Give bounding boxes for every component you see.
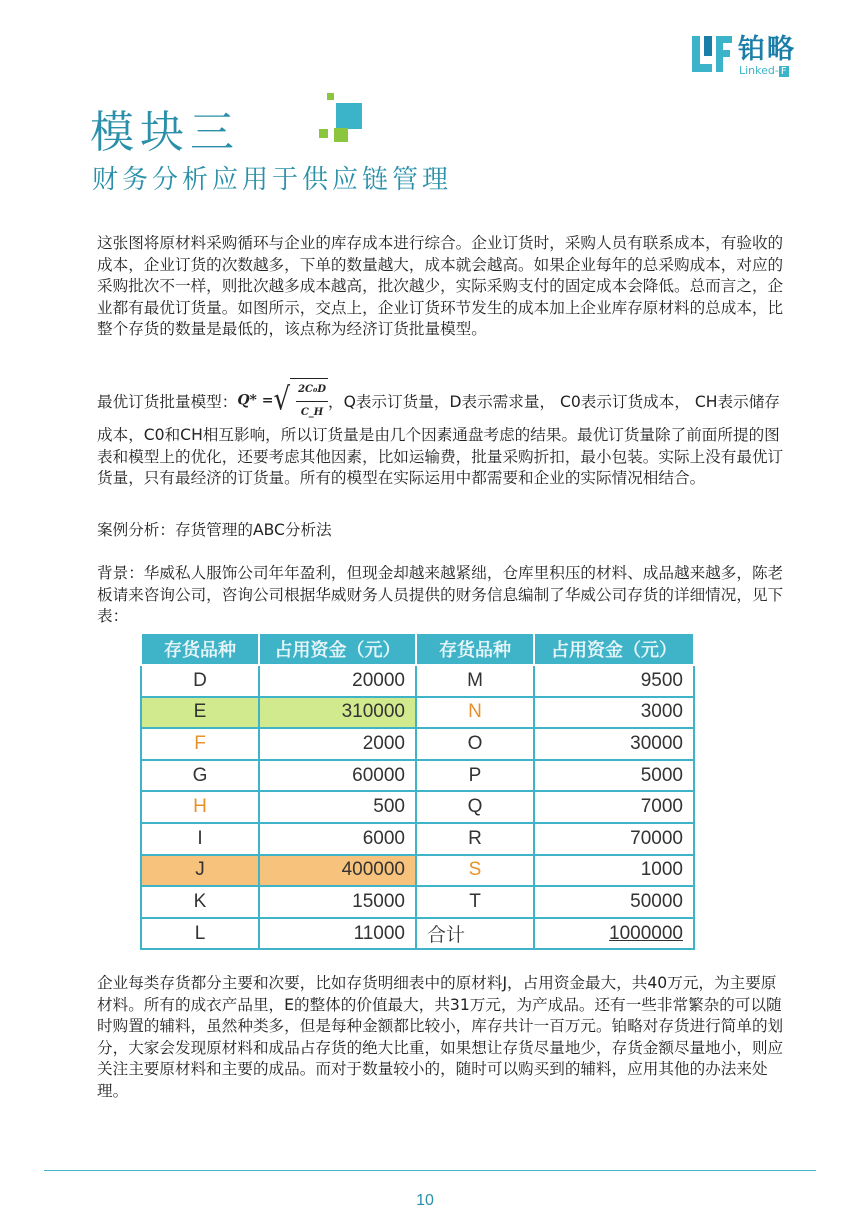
item-cell: N xyxy=(416,697,534,729)
sqrt-icon: √ xyxy=(273,381,291,418)
brand-sub-text: Linked- xyxy=(739,64,779,77)
brand-name: 铂略 xyxy=(738,34,796,65)
eoq-lead: 最优订货批量模型： xyxy=(97,393,238,411)
brand-subtitle xyxy=(739,64,789,77)
table-row xyxy=(141,697,694,729)
item-cell: H xyxy=(141,791,259,823)
amount-cell: 3000 xyxy=(534,697,694,729)
table-row xyxy=(141,886,694,918)
brand-logo xyxy=(692,34,822,77)
item-cell: T xyxy=(416,886,534,918)
background-paragraph: 背景：华威私人服饰公司年年盈利，但现金却越来越紧绌，仓库里积压的材料、成品越来越多，陈老板请来咨询公司，咨询公司根据华威财务人员提供的财务信息编制了华威公司存货的详细情况，见下表： xyxy=(97,564,784,625)
decor-square xyxy=(334,128,348,142)
table-header-row xyxy=(141,633,694,665)
item-cell: D xyxy=(141,665,259,697)
amount-cell: 6000 xyxy=(259,823,416,855)
inventory-table xyxy=(140,632,695,950)
amount-cell: 7000 xyxy=(534,791,694,823)
item-cell: F xyxy=(141,728,259,760)
amount-cell: 50000 xyxy=(534,886,694,918)
eoq-formula xyxy=(237,378,328,423)
amount-cell: 60000 xyxy=(259,760,416,792)
footer-divider xyxy=(44,1170,816,1171)
amount-cell: 310000 xyxy=(259,697,416,729)
amount-cell: 1000 xyxy=(534,855,694,887)
brand-sub-badge: F xyxy=(780,66,787,77)
table-row xyxy=(141,728,694,760)
item-cell: Q xyxy=(416,791,534,823)
amount-cell: 30000 xyxy=(534,728,694,760)
amount-cell: 5000 xyxy=(534,760,694,792)
formula-fraction xyxy=(290,378,328,423)
intro-paragraph: 这张图将原材料采购循环与企业的库存成本进行综合。企业订货时，采购人员有联系成本，有验收的成本，企业订货的次数越多，下单的数量越大，成本就会越高。如果企业每年的总采购成本，对应的采购批次不一样，则批次越多成本越高，批次越少，实际采购支付的固定成本会降低。总而言之，企业都有最优订货量。如图所示，交点上，企业订货环节发生的成本加上企业库存原材料的总成本，比整个存货的数量是最低的，该点称为经济订货批量模型。 xyxy=(97,234,784,338)
item-cell: S xyxy=(416,855,534,887)
total-label-cell: 合计 xyxy=(416,918,534,950)
item-cell: E xyxy=(141,697,259,729)
column-header: 存货品种 xyxy=(416,633,534,665)
item-cell: P xyxy=(416,760,534,792)
module-subtitle: 财务分析应用于供应链管理 xyxy=(92,165,453,195)
decor-square xyxy=(336,103,362,129)
item-cell: M xyxy=(416,665,534,697)
item-cell: J xyxy=(141,855,259,887)
page-number: 10 xyxy=(416,1192,434,1209)
item-cell: G xyxy=(141,760,259,792)
table-row xyxy=(141,791,694,823)
formula-lhs: Q* = xyxy=(237,392,274,409)
table-row xyxy=(141,823,694,855)
amount-cell: 20000 xyxy=(259,665,416,697)
amount-cell: 2000 xyxy=(259,728,416,760)
column-header: 占用资金（元） xyxy=(259,633,416,665)
column-header: 存货品种 xyxy=(141,633,259,665)
item-cell: O xyxy=(416,728,534,760)
amount-cell: 15000 xyxy=(259,886,416,918)
decor-square xyxy=(319,129,328,138)
table-row xyxy=(141,918,694,950)
linked-f-logo-icon xyxy=(692,34,732,74)
formula-denominator: C_H xyxy=(300,406,324,418)
eoq-rest: ，Q表示订货量，D表示需求量， C0表示订货成本， CH表示储存成本，C0和CH相互影响，所以订货量是由几个因素通盘考虑的结果。最优订货量除了前面所提的图表和模型上的优化，还要考虑其他因素，比如运输费，批量采购折扣，最小包装。实际上没有最优订货量，只有最经济的订货量。所有的模型在实际运用中都需要和企业的实际情况相结合。 xyxy=(97,393,784,487)
amount-cell: 500 xyxy=(259,791,416,823)
table-row xyxy=(141,760,694,792)
module-title: 模块三 xyxy=(90,107,240,158)
item-cell: I xyxy=(141,823,259,855)
total-amount-cell: 1000000 xyxy=(534,918,694,950)
eoq-paragraph xyxy=(97,380,787,490)
case-heading: 案例分析：存货管理的ABC分析法 xyxy=(97,521,332,539)
analysis-paragraph: 企业每类存货都分主要和次要，比如存货明细表中的原材料J，占用资金最大，共40万元，为主要原材料。所有的成衣产品里，E的整体的价值最大，共31万元，为产成品。还有一些非常繁杂的可以随时购置的辅料，虽然种类多，但是每种金额都比较小，库存共计一百万元。铂略对存货进行简单的划分，大家会发现原材料和成品占存货的绝大比重，如果想让存货尽量地少，存货金额尽量地小，则应关注主要原材料和主要的成品。而对于数量较小的，随时可以购买到的辅料，应用其他的办法来处理。 xyxy=(97,974,784,1100)
item-cell: R xyxy=(416,823,534,855)
item-cell: K xyxy=(141,886,259,918)
formula-numerator: 2C₀D xyxy=(296,379,328,402)
item-cell: L xyxy=(141,918,259,950)
table-row xyxy=(141,665,694,697)
amount-cell: 70000 xyxy=(534,823,694,855)
amount-cell: 400000 xyxy=(259,855,416,887)
column-header: 占用资金（元） xyxy=(534,633,694,665)
amount-cell: 9500 xyxy=(534,665,694,697)
decor-square xyxy=(327,93,334,100)
amount-cell: 11000 xyxy=(259,918,416,950)
table-row xyxy=(141,855,694,887)
